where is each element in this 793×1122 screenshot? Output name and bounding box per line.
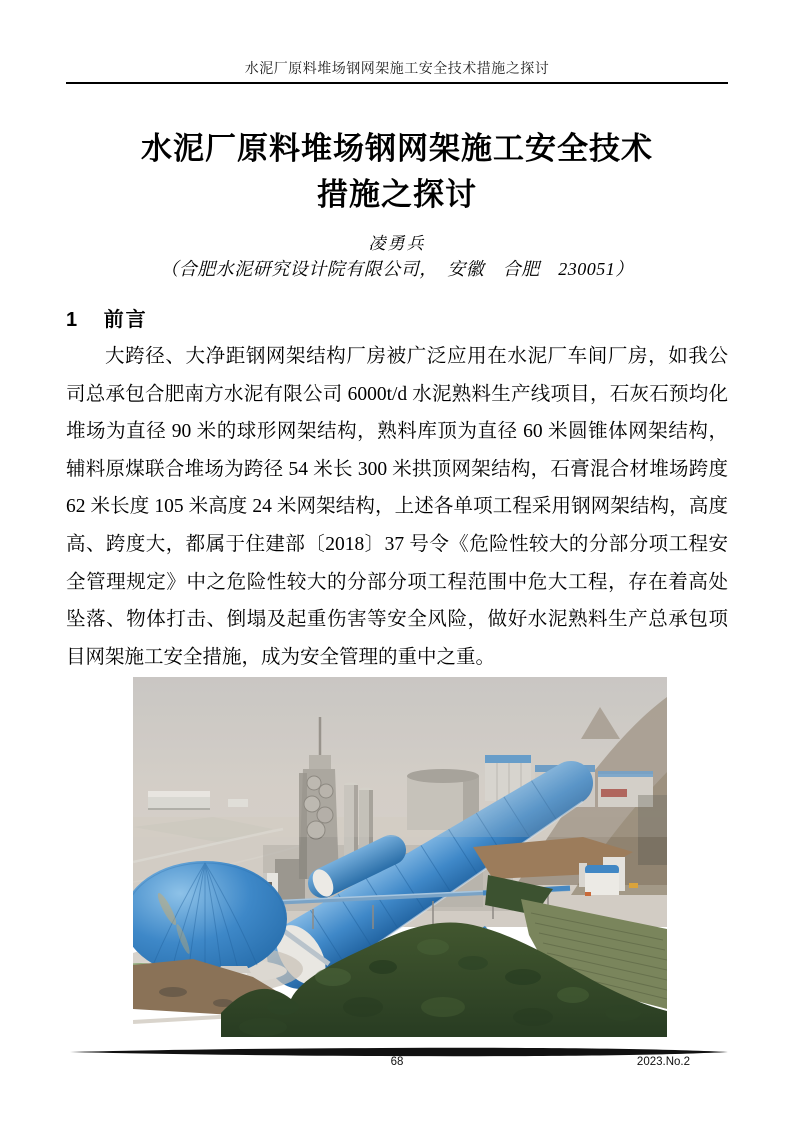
section-heading: [66, 303, 148, 332]
page-number: 68: [390, 1056, 404, 1068]
article-title-line2: 措施之探讨: [317, 177, 477, 212]
page-footer: [66, 1056, 728, 1074]
author-name: 凌勇兵: [368, 234, 426, 253]
article-title: [66, 126, 728, 218]
issue-label: 2023.No.2: [636, 1056, 690, 1068]
running-header-title: 水泥厂原料堆场钢网架施工安全技术措施之探讨: [244, 62, 550, 77]
header-rule: [66, 82, 728, 84]
haze-overlay: [133, 677, 667, 837]
section-number: 1: [66, 309, 78, 331]
figure-cement-plant-photo: [133, 677, 667, 1037]
cement-plant-aerial-photo: [133, 677, 667, 1037]
article-title-line1: 水泥厂原料堆场钢网架施工安全技术: [141, 131, 653, 166]
section-title: 前言: [103, 309, 148, 331]
section-paragraph: 大跨径、大净距钢网架结构厂房被广泛应用在水泥厂车间厂房，如我公司总承包合肥南方水泥有限公司 6000t/d 水泥熟料生产线项目，石灰石预均化堆场为直径 90 米的球形网架结构，熟料库顶为直径 60 米圆锥体网架结构，辅料原煤联合堆场为跨径 54 米长 300 米拱顶网架结构，石膏混合材堆场跨度 62 米长度 105 米高度 24 米网架结构，上述各单项工程采用钢网架结构，高度高、跨度大，都属于住建部〔2018〕37 号令《危险性较大的分部分项工程安全管理规定》中之危险性较大的分部分项工程范围中危大工程，存在着高处坠落、物体打击、倒塌及起重伤害等安全风险，做好水泥熟料生产总承包项目网架施工安全措施，成为安全管理的重中之重。: [66, 346, 728, 668]
author-affiliation: （合肥水泥研究设计院有限公司， 安徽 合肥 230051）: [160, 259, 634, 279]
